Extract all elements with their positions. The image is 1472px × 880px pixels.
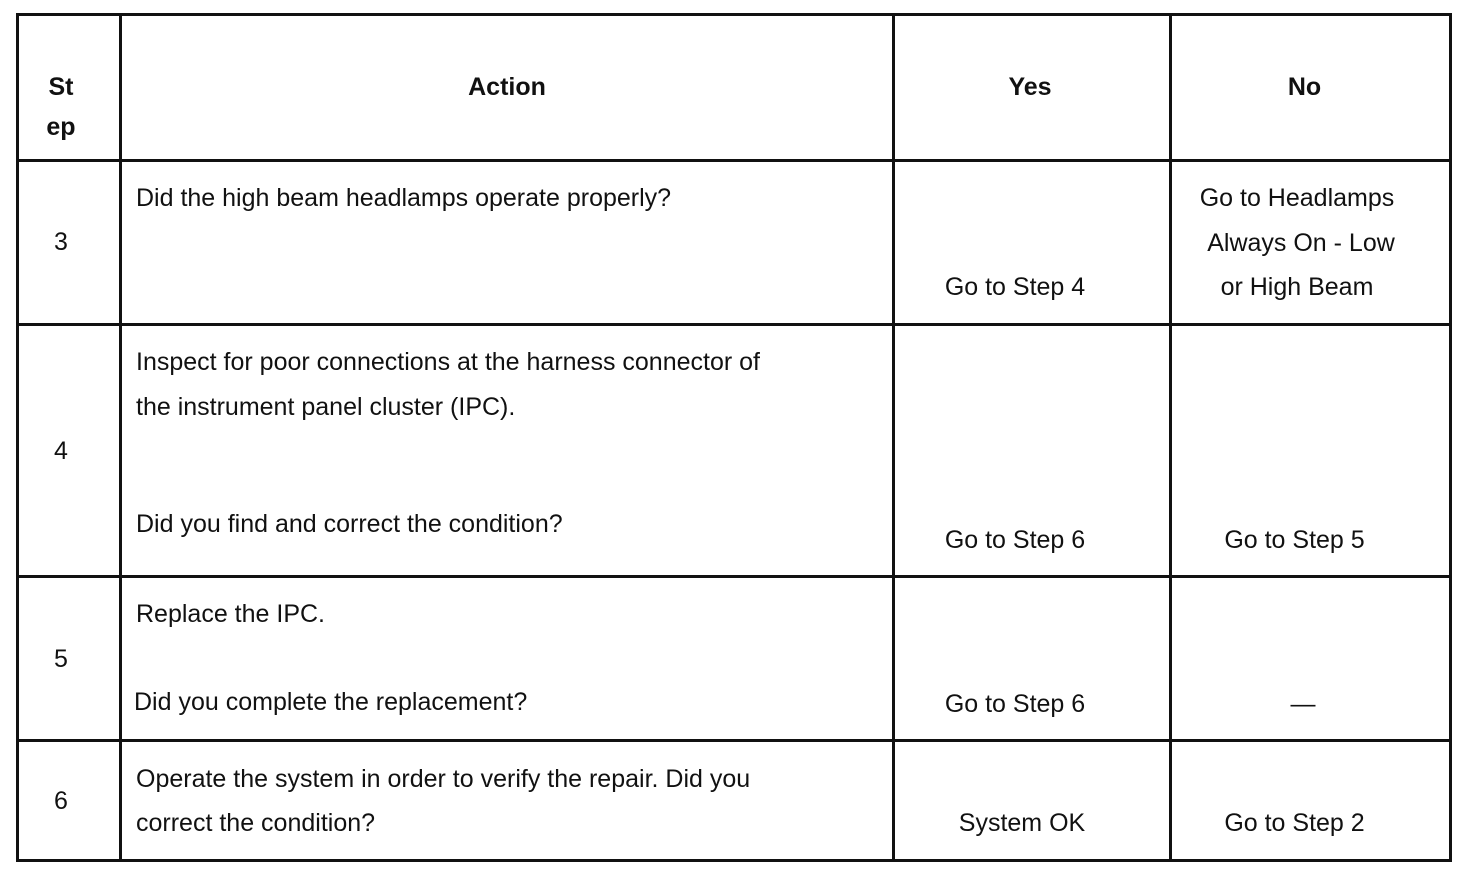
column-divider [119,16,122,859]
row-divider [19,575,1449,578]
action-text: Operate the system in order to verify the repair. Did you [136,765,751,793]
row-divider [19,739,1449,742]
step-number: 6 [54,787,68,815]
no-result: Go to Step 5 [1224,526,1365,554]
diagnostic-table [16,13,1452,862]
step-number: 4 [54,437,68,465]
no-result: — [1290,690,1316,718]
header-step-line2: ep [46,113,76,141]
header-no: No [1287,73,1322,101]
step-number: 5 [54,645,68,673]
yes-result: Go to Step 6 [944,526,1086,554]
row-divider [19,323,1449,326]
action-text: correct the condition? [136,809,376,837]
column-divider [1169,16,1172,859]
step-number: 3 [54,228,68,256]
header-step-line1: St [48,73,74,101]
yes-result: Go to Step 6 [944,690,1086,718]
header-step [19,67,103,147]
no-result-line: Go to Headlamps [1199,184,1395,212]
yes-result: Go to Step 4 [944,273,1086,301]
header-yes: Yes [1008,73,1052,101]
action-question: Did you complete the replacement? [134,688,528,716]
yes-result: System OK [958,809,1086,837]
no-result-line: or High Beam [1220,273,1374,301]
action-text: Replace the IPC. [136,600,325,628]
action-text: the instrument panel cluster (IPC). [136,393,516,421]
no-result: Go to Step 2 [1224,809,1365,837]
action-question: Did you find and correct the condition? [136,510,563,538]
header-action: Action [468,73,546,101]
row-divider [19,159,1449,162]
column-divider [892,16,895,859]
action-text: Inspect for poor connections at the harness connector of [136,348,760,376]
no-result-line: Always On - Low [1207,229,1395,257]
action-text: Did the high beam headlamps operate properly? [136,184,672,212]
